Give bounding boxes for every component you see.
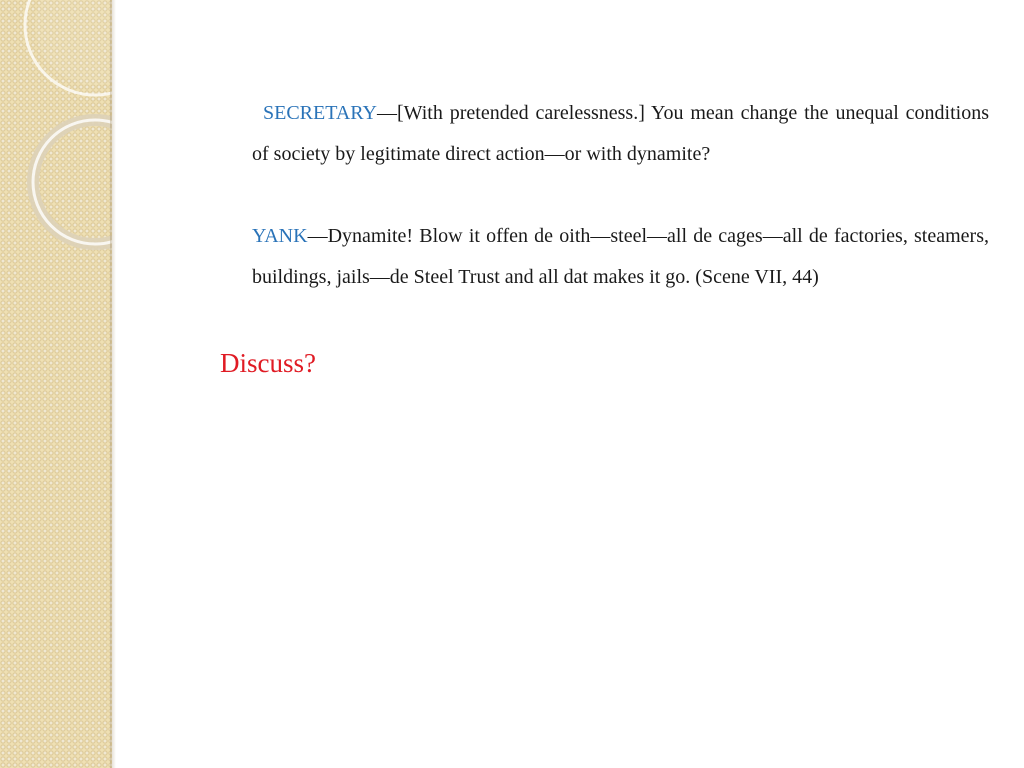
speaker-yank: YANK xyxy=(252,225,308,247)
quote-text-secretary: —[With pretended carelessness.] You mean change the unequal conditions of society by legitimate direct action—or with dynamite? xyxy=(252,102,989,165)
discuss-prompt: Discuss? xyxy=(220,348,316,378)
circle-ornament-icon xyxy=(0,0,112,300)
quote-text-yank: —Dynamite! Blow it offen de oith—steel—all de cages—all de factories, steamers, buildings, jails—de Steel Trust and all dat makes it go. (Scene VII, 44) xyxy=(252,225,989,288)
decorative-side-band xyxy=(0,0,112,768)
side-band-shadow xyxy=(110,0,116,768)
quote-paragraph-secretary xyxy=(252,93,989,175)
speaker-secretary: SECRETARY xyxy=(263,102,377,124)
quote-paragraph-yank xyxy=(252,216,989,298)
